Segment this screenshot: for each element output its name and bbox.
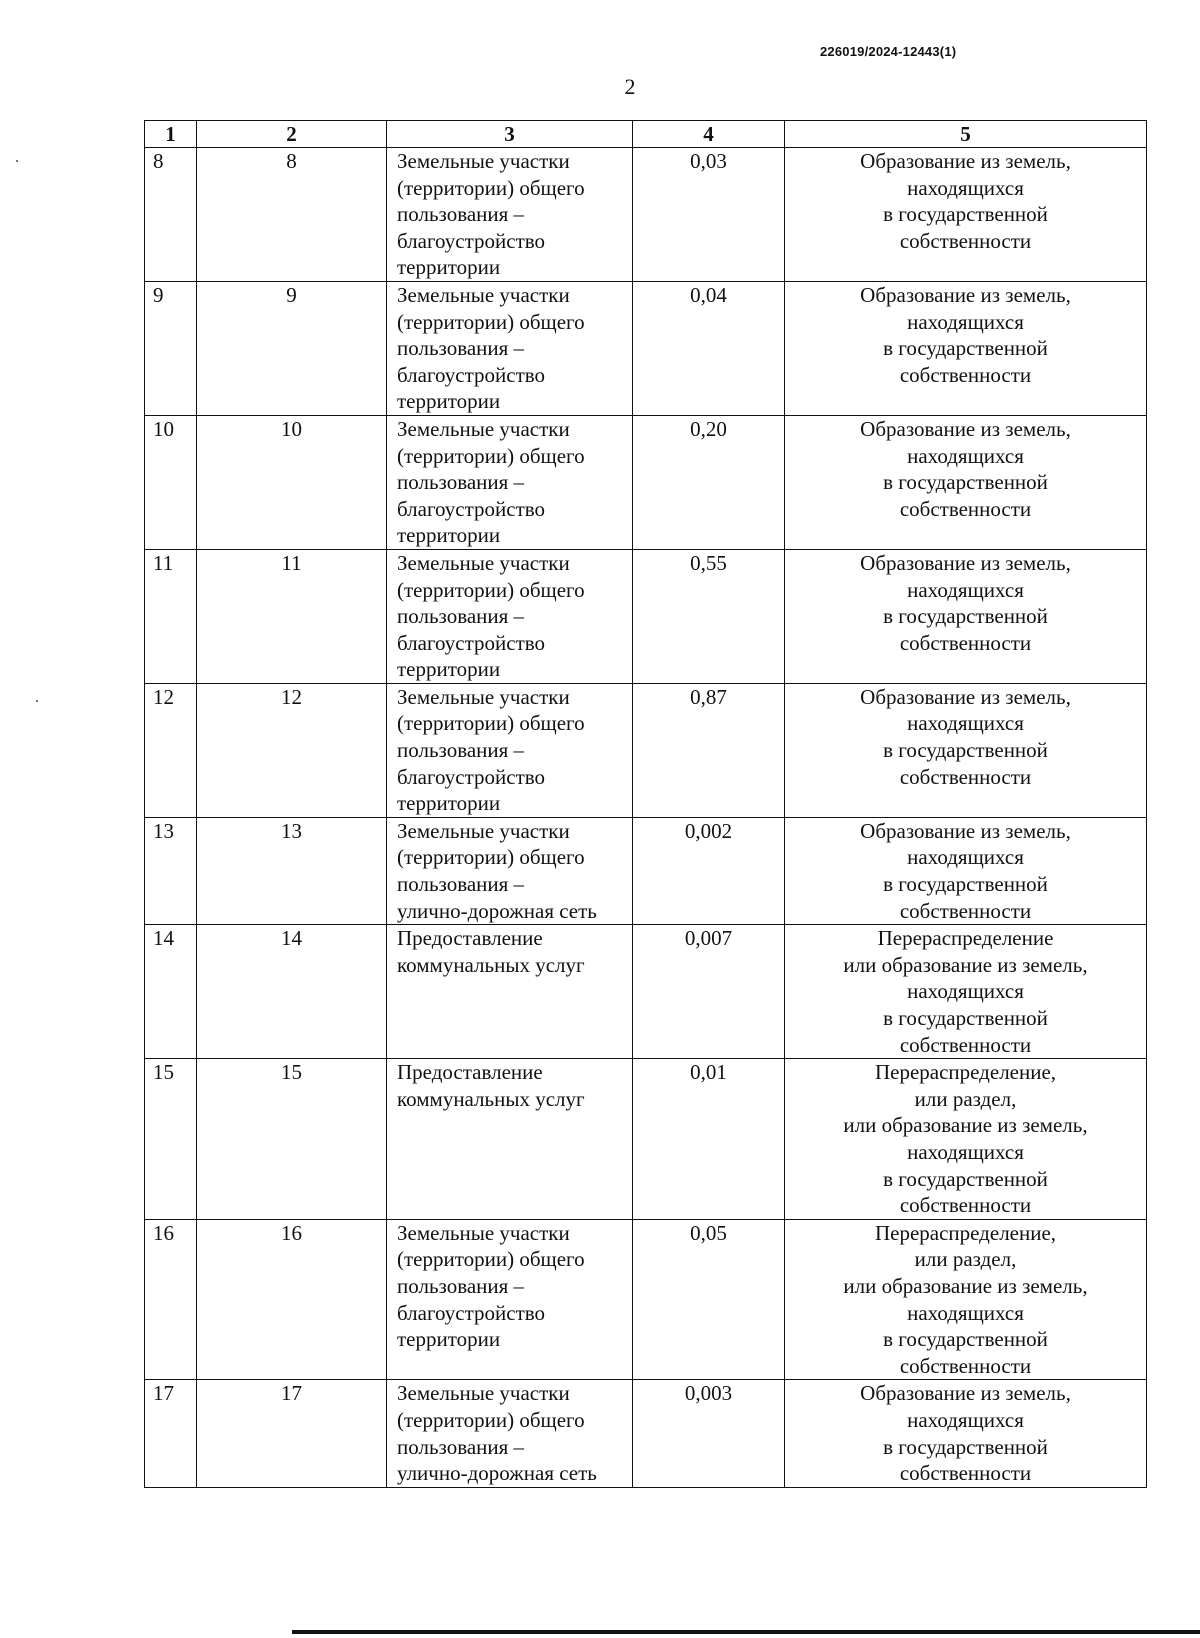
area-cell: 0,04	[633, 281, 785, 415]
cell-line: благоустройство	[397, 362, 546, 387]
area-cell: 0,20	[633, 415, 785, 549]
formation-method-cell	[785, 817, 1147, 924]
cell-line: в государственной	[883, 872, 1048, 897]
land-plots-table	[144, 120, 1147, 1488]
cell-line: Образование из земель,	[860, 1381, 1071, 1406]
cell-line: благоустройство	[397, 496, 546, 521]
cell-line: в государственной	[883, 336, 1048, 361]
cell-line: улично-дорожная сеть	[397, 898, 597, 923]
column-header: 2	[197, 121, 387, 148]
table-header-row	[145, 121, 1147, 148]
cell-line: находящихся	[907, 979, 1024, 1004]
cell-line: Земельные участки	[397, 818, 570, 843]
cell-line: территории	[397, 523, 501, 548]
table-row	[145, 415, 1147, 549]
column-header: 5	[785, 121, 1147, 148]
cell-line: пользования –	[397, 872, 525, 897]
row-number-cell: 17	[145, 1380, 197, 1487]
row-number-cell: 10	[145, 415, 197, 549]
land-use-cell	[387, 683, 633, 817]
area-cell: 0,55	[633, 549, 785, 683]
table-row	[145, 549, 1147, 683]
plot-number-cell: 12	[197, 683, 387, 817]
cell-line: собственности	[899, 764, 1032, 789]
cell-line: находящихся	[907, 443, 1024, 468]
cell-line: находящихся	[907, 1300, 1024, 1325]
plot-number-cell: 14	[197, 925, 387, 1059]
cell-line: Образование из земель,	[860, 282, 1071, 307]
row-number-cell: 14	[145, 925, 197, 1059]
cell-line: Образование из земель,	[860, 149, 1071, 173]
cell-line: или раздел,	[914, 1086, 1017, 1111]
plot-number-cell: 16	[197, 1219, 387, 1380]
land-use-cell	[387, 1219, 633, 1380]
cell-line: Перераспределение,	[874, 1060, 1057, 1085]
cell-line: (территории) общего	[397, 711, 585, 736]
area-cell: 0,007	[633, 925, 785, 1059]
area-cell: 0,01	[633, 1059, 785, 1220]
cell-line: территории	[397, 657, 501, 682]
cell-line: территории	[397, 791, 501, 816]
land-use-cell	[387, 281, 633, 415]
land-use-cell	[387, 1380, 633, 1487]
cell-line: или образование из земель,	[843, 1113, 1088, 1138]
land-use-cell	[387, 148, 633, 282]
table-row	[145, 925, 1147, 1059]
cell-line: (территории) общего	[397, 845, 585, 870]
row-number-cell: 13	[145, 817, 197, 924]
formation-method-cell	[785, 1380, 1147, 1487]
scan-speck	[36, 700, 38, 702]
formation-method-cell	[785, 415, 1147, 549]
cell-line: находящихся	[907, 1139, 1024, 1164]
cell-line: Земельные участки	[397, 149, 570, 173]
cell-line: собственности	[899, 362, 1032, 387]
scan-speck	[16, 160, 18, 162]
cell-line: пользования –	[397, 1273, 525, 1298]
table-row	[145, 1219, 1147, 1380]
plot-number-cell: 9	[197, 281, 387, 415]
cell-line: или раздел,	[914, 1247, 1017, 1272]
plot-number-cell: 10	[197, 415, 387, 549]
cell-line: благоустройство	[397, 764, 546, 789]
cell-line: Образование из земель,	[860, 550, 1071, 575]
cell-line: Предоставление	[397, 926, 543, 951]
cell-line: собственности	[899, 1461, 1032, 1486]
cell-line: (территории) общего	[397, 443, 585, 468]
cell-line: (территории) общего	[397, 175, 585, 200]
cell-line: находящихся	[907, 309, 1024, 334]
cell-line: Земельные участки	[397, 282, 570, 307]
formation-method-cell	[785, 148, 1147, 282]
table-row	[145, 1059, 1147, 1220]
cell-line: территории	[397, 255, 501, 280]
area-cell: 0,003	[633, 1380, 785, 1487]
cell-line: благоустройство	[397, 630, 546, 655]
cell-line: Земельные участки	[397, 1381, 570, 1406]
row-number-cell: 15	[145, 1059, 197, 1220]
land-use-cell	[387, 925, 633, 1059]
cell-line: (территории) общего	[397, 1407, 585, 1432]
cell-line: собственности	[899, 1032, 1032, 1057]
table-row	[145, 281, 1147, 415]
land-use-cell	[387, 549, 633, 683]
cell-line: территории	[397, 1327, 501, 1352]
cell-line: пользования –	[397, 604, 525, 629]
cell-line: благоустройство	[397, 1300, 546, 1325]
formation-method-cell	[785, 1219, 1147, 1380]
cell-line: пользования –	[397, 202, 525, 227]
row-number-cell: 12	[145, 683, 197, 817]
cell-line: в государственной	[883, 738, 1048, 763]
cell-line: в государственной	[883, 1434, 1048, 1459]
cell-line: благоустройство	[397, 228, 546, 253]
cell-line: собственности	[899, 898, 1032, 923]
cell-line: Предоставление	[397, 1060, 543, 1085]
cell-line: находящихся	[907, 711, 1024, 736]
row-number-cell: 9	[145, 281, 197, 415]
cell-line: или образование из земель,	[843, 952, 1088, 977]
plot-number-cell: 11	[197, 549, 387, 683]
cell-line: Земельные участки	[397, 416, 570, 441]
table-row	[145, 817, 1147, 924]
row-number-cell: 11	[145, 549, 197, 683]
cell-line: улично-дорожная сеть	[397, 1461, 597, 1486]
cell-line: Перераспределение,	[874, 1220, 1057, 1245]
formation-method-cell	[785, 281, 1147, 415]
column-header: 1	[145, 121, 197, 148]
cell-line: собственности	[899, 228, 1032, 253]
cell-line: в государственной	[883, 1327, 1048, 1352]
cell-line: собственности	[899, 1193, 1032, 1218]
formation-method-cell	[785, 549, 1147, 683]
cell-line: в государственной	[883, 1166, 1048, 1191]
cell-line: находящихся	[907, 845, 1024, 870]
column-header: 3	[387, 121, 633, 148]
cell-line: коммунальных услуг	[397, 952, 585, 977]
land-use-cell	[387, 415, 633, 549]
row-number-cell: 8	[145, 148, 197, 282]
cell-line: пользования –	[397, 1434, 525, 1459]
cell-line: в государственной	[883, 470, 1048, 495]
plot-number-cell: 17	[197, 1380, 387, 1487]
document-number: 226019/2024-12443(1)	[820, 44, 957, 59]
cell-line: Земельные участки	[397, 684, 570, 709]
cell-line: Земельные участки	[397, 550, 570, 575]
cell-line: Образование из земель,	[860, 818, 1071, 843]
page-number: 2	[624, 74, 636, 99]
land-use-cell	[387, 1059, 633, 1220]
cell-line: Образование из земель,	[860, 684, 1071, 709]
cell-line: пользования –	[397, 336, 525, 361]
cell-line: собственности	[899, 496, 1032, 521]
cell-line: (территории) общего	[397, 1247, 585, 1272]
cell-line: Образование из земель,	[860, 416, 1071, 441]
cell-line: находящихся	[907, 175, 1024, 200]
cell-line: или образование из земель,	[843, 1273, 1088, 1298]
cell-line: пользования –	[397, 470, 525, 495]
cell-line: Земельные участки	[397, 1220, 570, 1245]
area-cell: 0,05	[633, 1219, 785, 1380]
cell-line: в государственной	[883, 604, 1048, 629]
scan-edge-line	[292, 1630, 1200, 1634]
cell-line: в государственной	[883, 1006, 1048, 1030]
table-row	[145, 1380, 1147, 1487]
plot-number-cell: 15	[197, 1059, 387, 1220]
formation-method-cell	[785, 683, 1147, 817]
row-number-cell: 16	[145, 1219, 197, 1380]
area-cell: 0,87	[633, 683, 785, 817]
table-row	[145, 148, 1147, 282]
cell-line: (территории) общего	[397, 577, 585, 602]
cell-line: коммунальных услуг	[397, 1086, 585, 1111]
area-cell: 0,03	[633, 148, 785, 282]
cell-line: в государственной	[883, 202, 1048, 227]
cell-line: находящихся	[907, 1407, 1024, 1432]
plot-number-cell: 13	[197, 817, 387, 924]
formation-method-cell	[785, 1059, 1147, 1220]
cell-line: пользования –	[397, 738, 525, 763]
cell-line: (территории) общего	[397, 309, 585, 334]
land-use-cell	[387, 817, 633, 924]
cell-line: собственности	[899, 630, 1032, 655]
cell-line: территории	[397, 389, 501, 414]
cell-line: находящихся	[907, 577, 1024, 602]
plot-number-cell: 8	[197, 148, 387, 282]
column-header: 4	[633, 121, 785, 148]
formation-method-cell	[785, 925, 1147, 1059]
table-row	[145, 683, 1147, 817]
cell-line: собственности	[899, 1353, 1032, 1378]
cell-line: Перераспределение	[877, 926, 1054, 951]
area-cell: 0,002	[633, 817, 785, 924]
